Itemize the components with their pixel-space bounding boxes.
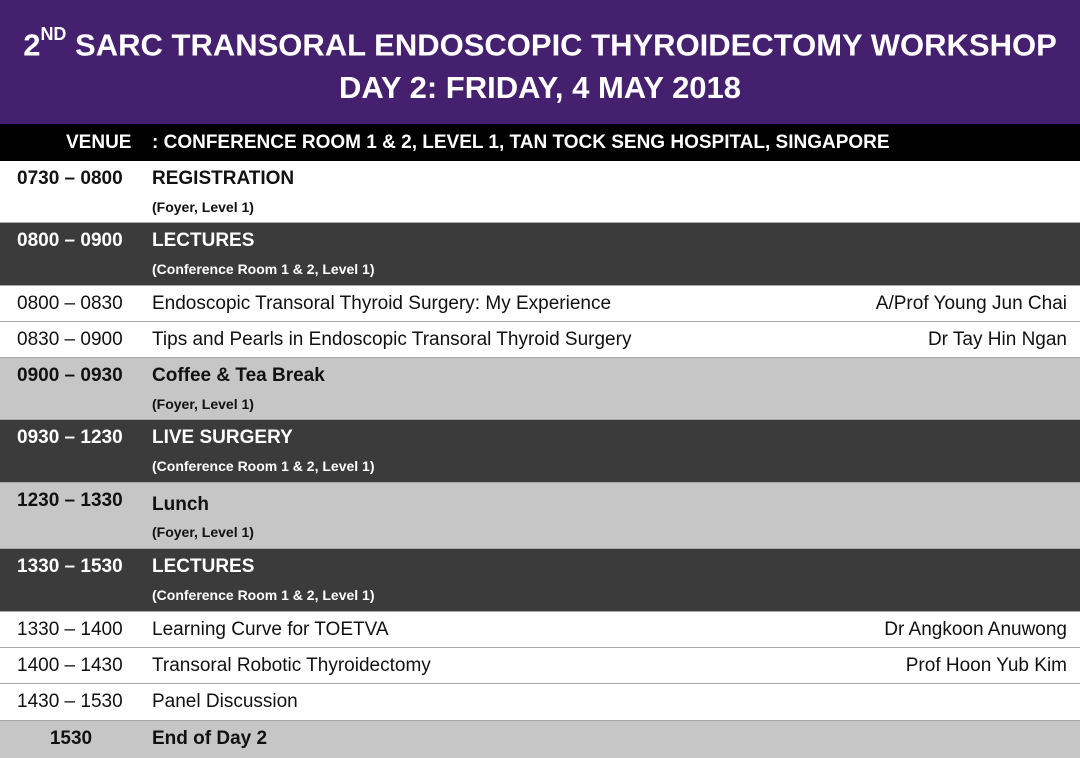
row-session: Learning Curve for TOETVA	[152, 619, 389, 640]
row-speaker: A/Prof Young Jun Chai	[875, 293, 1067, 314]
row-session: End of Day 2	[152, 728, 268, 749]
row-speaker: Prof Hoon Yub Kim	[905, 655, 1067, 676]
row-session: LECTURES	[152, 230, 255, 251]
schedule-row-coffee-break	[0, 358, 1080, 420]
row-speaker: Dr Angkoon Anuwong	[884, 619, 1067, 640]
title-ordinal-suffix: ND	[40, 24, 67, 44]
schedule-row-lectures-afternoon	[0, 549, 1080, 612]
row-time: 0730 – 0800	[17, 168, 123, 189]
schedule-row-lectures-morning	[0, 223, 1080, 286]
row-time: 0830 – 0900	[17, 329, 123, 350]
row-session: Transoral Robotic Thyroidectomy	[152, 655, 431, 676]
row-session: Endoscopic Transoral Thyroid Surgery: My Experience	[152, 293, 612, 314]
row-session: Lunch	[152, 494, 209, 515]
row-session: LIVE SURGERY	[152, 427, 293, 448]
schedule-row-live-surgery	[0, 420, 1080, 483]
row-session: LECTURES	[152, 556, 255, 577]
row-time: 1530	[49, 728, 93, 749]
row-time: 1330 – 1530	[17, 556, 123, 577]
workshop-title	[0, 18, 1080, 65]
row-location: (Conference Room 1 & 2, Level 1)	[152, 261, 375, 277]
day-subtitle: DAY 2: FRIDAY, 4 MAY 2018	[338, 70, 742, 105]
schedule-row-lunch	[0, 483, 1080, 549]
row-time: 1230 – 1330	[17, 490, 123, 511]
row-location: (Foyer, Level 1)	[152, 524, 254, 540]
row-location: (Conference Room 1 & 2, Level 1)	[152, 458, 375, 474]
row-session: REGISTRATION	[152, 168, 295, 189]
schedule-row-end-of-day	[0, 721, 1080, 758]
row-session: Coffee & Tea Break	[152, 365, 325, 386]
row-time: 0930 – 1230	[17, 427, 123, 448]
row-location: (Foyer, Level 1)	[152, 199, 254, 215]
schedule-row-registration	[0, 161, 1080, 223]
schedule-row-talk	[0, 612, 1080, 648]
row-session: Tips and Pearls in Endoscopic Transoral Thyroid Surgery	[152, 329, 632, 350]
title-ordinal-number: 2	[23, 27, 41, 63]
schedule-row-talk	[0, 322, 1080, 358]
row-location: (Conference Room 1 & 2, Level 1)	[152, 587, 375, 603]
venue-label: VENUE	[66, 132, 132, 153]
row-time: 1400 – 1430	[17, 655, 123, 676]
row-session: Panel Discussion	[152, 691, 298, 712]
title-text: SARC TRANSORAL ENDOSCOPIC THYROIDECTOMY WORKSHOP	[66, 27, 1057, 63]
schedule-row-talk	[0, 648, 1080, 684]
schedule-row-panel-discussion	[0, 684, 1080, 721]
row-time: 1330 – 1400	[17, 619, 123, 640]
venue-value: : CONFERENCE ROOM 1 & 2, LEVEL 1, TAN TOCK SENG HOSPITAL, SINGAPORE	[152, 132, 890, 153]
row-speaker: Dr Tay Hin Ngan	[927, 329, 1067, 350]
row-time: 0800 – 0830	[17, 293, 123, 314]
row-time: 0800 – 0900	[17, 230, 123, 251]
row-location: (Foyer, Level 1)	[152, 396, 254, 412]
venue-bar	[0, 124, 1080, 161]
row-time: 0900 – 0930	[17, 365, 123, 386]
agenda-header	[0, 0, 1080, 124]
schedule-row-talk	[0, 286, 1080, 322]
row-time: 1430 – 1530	[17, 691, 123, 712]
